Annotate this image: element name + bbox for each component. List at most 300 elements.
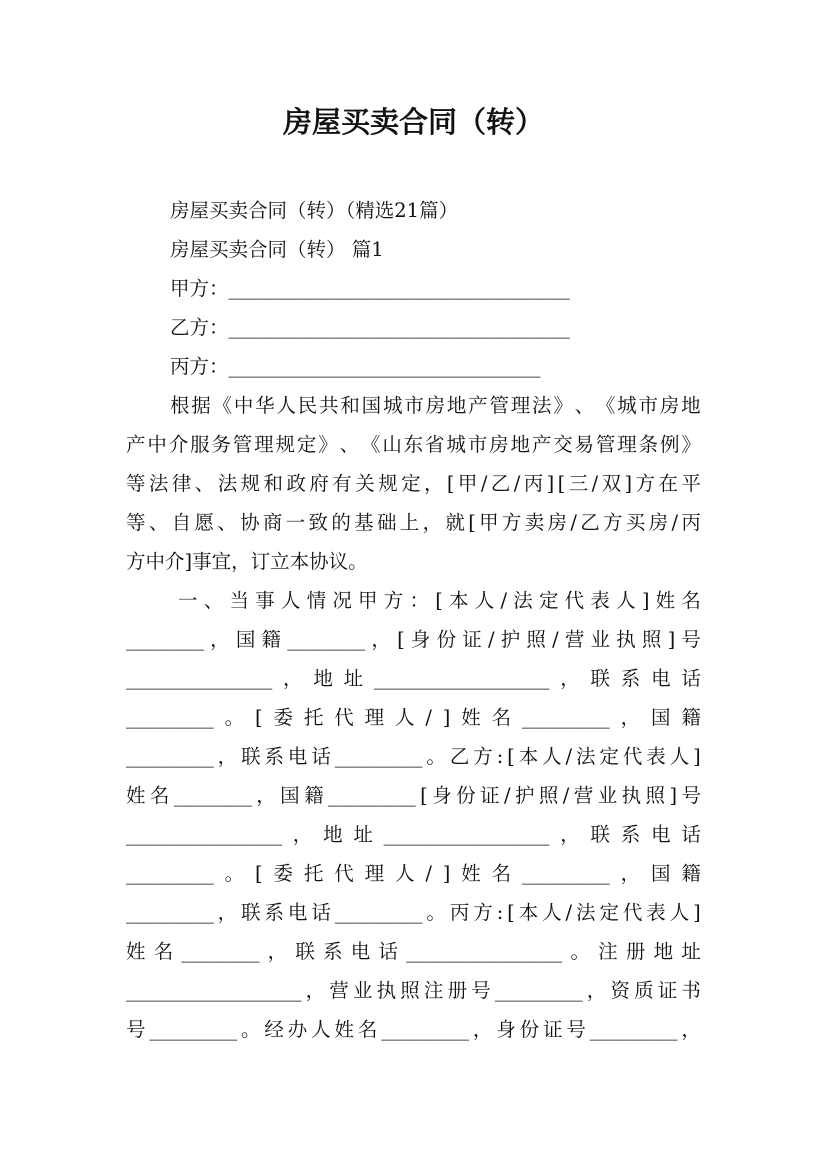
text-token: 《 [360, 433, 381, 456]
clause-line [126, 705, 701, 731]
text-token: 姓 [461, 706, 481, 729]
text-token: 法 [148, 472, 169, 495]
text-token: 甲 [457, 472, 478, 495]
text-token: 三 [568, 472, 589, 495]
text-token: 系 [620, 823, 641, 846]
text-token: 城 [446, 433, 466, 456]
text-token: 委 [273, 862, 293, 885]
text-token: 话 [681, 667, 701, 690]
text-token: 、 [574, 394, 595, 417]
text-token: / [513, 472, 521, 495]
text-token: 丙 [523, 472, 544, 495]
text-token: 方 [383, 589, 404, 612]
text-token: 系 [620, 667, 641, 690]
text-token: ] [693, 745, 701, 768]
text-token: [ [468, 511, 476, 534]
party-c-line: 丙方：________________________________ [170, 355, 541, 378]
text-token: 电 [651, 823, 671, 846]
text-token: 》 [681, 433, 701, 456]
text-token: 人 [474, 589, 495, 612]
text-token: 法 [576, 745, 596, 768]
text-token: _________ [334, 745, 423, 768]
text-token: 电 [651, 667, 671, 690]
text-token: 乙 [449, 745, 470, 768]
text-token: 经 [264, 1018, 284, 1041]
text-token: 表 [590, 589, 610, 612]
text-token: 、 [194, 472, 215, 495]
text-token: 照 [645, 784, 666, 807]
text-token: 、 [148, 511, 169, 534]
text-token: _________ [328, 784, 416, 807]
text-token: / [480, 472, 488, 495]
text-token: 方 [501, 511, 522, 534]
text-token: 话 [378, 940, 399, 963]
text-token: _________________ [383, 823, 550, 846]
clause-line [126, 1017, 701, 1043]
text-token: _________ [126, 745, 214, 768]
text-token: ， [560, 823, 580, 846]
text-token: 产 [126, 433, 146, 456]
text-token: ， [560, 667, 580, 690]
text-token: 证 [480, 784, 500, 807]
text-token: [ [446, 472, 455, 495]
text-token: / [425, 706, 432, 729]
text-token: 人 [280, 589, 301, 612]
text-token: 中 [147, 433, 167, 456]
text-token: ， [292, 823, 313, 846]
text-token: 委 [273, 706, 293, 729]
text-token: 代 [334, 862, 354, 885]
text-token: 中 [233, 394, 254, 417]
text-token: 籍 [681, 706, 701, 729]
text-token: 话 [311, 745, 331, 768]
text-token: _______________ [126, 667, 273, 690]
text-token: 。 [224, 862, 245, 885]
text-token: 名 [153, 940, 174, 963]
text-token: 定 [538, 589, 559, 612]
text-token: / [562, 784, 570, 807]
text-token: 。 [240, 1018, 261, 1041]
text-token: ， [217, 745, 238, 768]
text-token: ________________ [406, 940, 563, 963]
text-token: 联 [590, 823, 611, 846]
text-token: / [565, 745, 573, 768]
text-token: 乙 [490, 472, 511, 495]
text-token: 姓 [334, 1018, 354, 1041]
text-token: 理 [364, 862, 385, 885]
party-b-line: 乙方：___________________________________ [170, 316, 570, 339]
text-token: 民 [297, 394, 318, 417]
text-token: 托 [303, 862, 324, 885]
text-token: 管 [489, 394, 509, 417]
text-token: 共 [319, 394, 339, 417]
text-token: 房 [489, 433, 509, 456]
paragraph-line [126, 471, 701, 497]
text-token: 姓 [126, 784, 146, 807]
text-token: 。 [224, 706, 245, 729]
text-token: ________ [173, 784, 252, 807]
text-token: 市 [467, 433, 488, 456]
text-token: ， [267, 940, 288, 963]
text-token: 山 [382, 433, 402, 456]
text-token: 国 [235, 628, 256, 651]
text-token: 本 [518, 901, 539, 924]
clause-line [126, 939, 701, 965]
text-token: 致 [308, 511, 329, 534]
text-token: 执 [616, 628, 636, 651]
text-token: 地 [681, 394, 701, 417]
text-token: 例 [659, 433, 680, 456]
text-token: 营 [329, 979, 349, 1002]
text-token: 政 [286, 472, 306, 495]
section-heading: 房屋买卖合同（转） 篇1 [170, 238, 384, 261]
text-token: / [591, 472, 599, 495]
text-token: [ [397, 628, 405, 651]
text-token: 房 [425, 394, 446, 417]
text-token: 名 [491, 862, 512, 885]
text-token: _________ [126, 901, 214, 924]
text-token: _________ [589, 1018, 678, 1041]
text-token: 法 [217, 472, 238, 495]
text-token: _________ [126, 706, 214, 729]
text-token: 、 [339, 433, 360, 456]
text-token: 务 [211, 433, 231, 456]
text-token: 份 [456, 784, 476, 807]
text-token: 介 [168, 433, 189, 456]
clause-line [126, 666, 701, 692]
text-token: 身 [432, 784, 452, 807]
text-token: 表 [646, 745, 666, 768]
text-token: / [565, 901, 573, 924]
text-token: 人 [394, 862, 415, 885]
text-token: 照 [641, 628, 662, 651]
text-token: 方 [635, 472, 656, 495]
paragraph-line: 方中介]事宜，订立本协议。 [126, 550, 368, 573]
text-token: _________ [149, 1018, 238, 1041]
text-token: 姓 [126, 940, 146, 963]
text-token: ________ [126, 628, 204, 651]
text-token: 上 [399, 511, 420, 534]
text-token: [ [435, 589, 443, 612]
text-token: 东 [403, 433, 424, 456]
text-token: 规 [378, 472, 398, 495]
text-token: ] [442, 706, 451, 729]
text-token: 名 [357, 1018, 378, 1041]
text-token: 国 [650, 862, 671, 885]
text-token: 本 [518, 745, 539, 768]
text-token: 当 [229, 589, 249, 612]
text-token: 人 [542, 745, 562, 768]
text-token: 书 [681, 979, 701, 1002]
text-token: 》 [553, 394, 573, 417]
text-token: 名 [491, 706, 512, 729]
text-token: 地 [510, 433, 530, 456]
text-token: 关 [355, 472, 375, 495]
text-token: 市 [638, 394, 659, 417]
text-token: 办 [287, 1018, 308, 1041]
text-token: 营 [573, 784, 594, 807]
text-token: 址 [353, 823, 373, 846]
text-token: 人 [616, 589, 636, 612]
text-token: 址 [681, 940, 701, 963]
text-token: 护 [514, 784, 535, 807]
text-token: 一 [285, 511, 306, 534]
text-token: 据 [191, 394, 211, 417]
text-token: ， [422, 511, 443, 534]
text-token: 华 [255, 394, 275, 417]
text-token: 房 [547, 511, 568, 534]
text-token: 在 [658, 472, 678, 495]
text-token: 址 [343, 667, 364, 690]
text-token: 和 [340, 394, 360, 417]
text-token: 愿 [194, 511, 214, 534]
text-token: 代 [622, 745, 643, 768]
text-token: 国 [280, 784, 300, 807]
text-token: 条 [638, 433, 659, 456]
text-token: 规 [275, 433, 296, 456]
text-token: 号 [681, 628, 701, 651]
text-token: [ [254, 706, 263, 729]
clause-line [126, 822, 701, 848]
text-token: 一 [178, 589, 198, 612]
text-token: 方 [473, 745, 493, 768]
text-token: 产 [468, 394, 488, 417]
text-token: 电 [287, 901, 308, 924]
text-token: ________ [181, 940, 260, 963]
text-token: 定 [296, 433, 317, 456]
text-token: 证 [657, 979, 678, 1002]
text-token: 理 [617, 433, 637, 456]
text-token: 名 [149, 784, 170, 807]
text-token: / [503, 784, 511, 807]
text-token: 证 [542, 1018, 563, 1041]
text-token: 理 [364, 706, 385, 729]
text-token: 身 [496, 1018, 516, 1041]
paragraph-line [126, 432, 701, 458]
text-token: / [552, 628, 559, 651]
text-token: ， [620, 706, 641, 729]
text-token: 方 [473, 901, 493, 924]
text-token: 代 [334, 706, 354, 729]
text-token: _________ [126, 862, 214, 885]
text-token: 册 [447, 979, 468, 1002]
text-token: ， [283, 667, 303, 690]
text-token: 方 [603, 511, 623, 534]
text-token: 人 [669, 745, 690, 768]
text-token: 定 [599, 745, 619, 768]
text-token: 定 [599, 901, 619, 924]
text-token: 就 [445, 511, 465, 534]
text-token: 法 [513, 589, 533, 612]
text-token: 人 [542, 901, 562, 924]
text-token: 资 [610, 979, 630, 1002]
text-token: 自 [171, 511, 192, 534]
text-token: _________ [381, 1018, 469, 1041]
text-token: 《 [595, 394, 616, 417]
text-token: 法 [532, 394, 552, 417]
text-token: 照 [400, 979, 420, 1002]
text-token: 房 [648, 511, 669, 534]
text-token: 号 [471, 979, 491, 1002]
text-token: 营 [564, 628, 585, 651]
text-token: _________ [494, 979, 583, 1002]
text-token: ， [586, 979, 607, 1002]
text-token: 人 [276, 394, 296, 417]
text-token: ， [472, 1018, 493, 1041]
text-token: 人 [394, 706, 415, 729]
text-token: 业 [590, 628, 611, 651]
text-token: 姓 [461, 862, 481, 885]
text-token: 产 [531, 433, 552, 456]
text-token: 执 [621, 784, 642, 807]
text-token: _________ [521, 862, 610, 885]
clause-line [126, 744, 701, 770]
subtitle-line: 房屋买卖合同（转）（精选21篇） [170, 199, 459, 222]
text-token: 护 [500, 628, 521, 651]
clause-line [126, 900, 701, 926]
text-token: 甲 [479, 511, 499, 534]
clause-line [126, 627, 701, 653]
text-token: 法 [576, 901, 596, 924]
text-token: 姓 [655, 589, 676, 612]
text-token: 人 [669, 901, 690, 924]
text-token: 号 [126, 1018, 146, 1041]
text-token: ] [693, 901, 701, 924]
text-token: 商 [262, 511, 283, 534]
text-token: 丙 [449, 901, 470, 924]
text-token: 易 [574, 433, 595, 456]
text-token: __________________ [126, 979, 302, 1002]
text-token: / [487, 628, 495, 651]
text-token: 理 [510, 394, 531, 417]
text-token: 甲 [358, 589, 378, 612]
text-token: 城 [382, 394, 403, 417]
text-token: 律 [171, 472, 192, 495]
text-token: 联 [590, 667, 611, 690]
clause-line [126, 978, 701, 1004]
text-token: 地 [323, 823, 343, 846]
text-token: 系 [323, 940, 343, 963]
text-token: 平 [681, 472, 701, 495]
text-token: / [570, 511, 577, 534]
text-token: 协 [240, 511, 260, 534]
text-token: [ [557, 472, 566, 495]
text-token: ] [669, 784, 678, 807]
text-token: 籍 [681, 862, 701, 885]
text-token: 况 [332, 589, 352, 612]
text-token: 等 [126, 472, 146, 495]
text-token: 省 [425, 433, 445, 456]
text-token: 事 [255, 589, 275, 612]
text-token: 情 [306, 589, 327, 612]
text-token: 系 [264, 901, 285, 924]
text-token: 照 [538, 784, 559, 807]
text-token: 号 [681, 784, 701, 807]
text-token: 地 [313, 667, 333, 690]
text-token: / [671, 511, 679, 534]
text-token: 代 [564, 589, 585, 612]
text-token: 话 [681, 823, 701, 846]
text-token: 乙 [580, 511, 600, 534]
text-token: : [496, 901, 504, 924]
text-token: 、 [217, 511, 237, 534]
paragraph-line [126, 510, 701, 536]
text-token: 交 [553, 433, 573, 456]
text-token: 有 [332, 472, 352, 495]
text-token: 丙 [681, 511, 701, 534]
text-token: ， [423, 472, 444, 495]
text-token: [ [507, 901, 515, 924]
text-token: ， [217, 901, 238, 924]
text-token: 理 [254, 433, 274, 456]
text-token: 和 [263, 472, 284, 495]
text-token: 基 [354, 511, 374, 534]
text-token: 注 [423, 979, 444, 1002]
paragraph-line [170, 393, 701, 419]
text-token: 国 [650, 706, 671, 729]
text-token: 房 [659, 394, 680, 417]
document-title: 房屋买卖合同（转） [282, 105, 544, 139]
text-token: ， [210, 628, 230, 651]
party-a-line: 甲方：___________________________________ [170, 277, 570, 300]
text-token: 业 [597, 784, 618, 807]
text-token: / [500, 589, 508, 612]
text-token: 定 [401, 472, 421, 495]
text-token: 卖 [524, 511, 545, 534]
text-token: 联 [241, 745, 261, 768]
text-token: 执 [376, 979, 397, 1002]
text-token: 业 [352, 979, 373, 1002]
text-token: 、 [203, 589, 224, 612]
text-token: 联 [241, 901, 261, 924]
text-token: 联 [295, 940, 315, 963]
text-token: 话 [311, 901, 331, 924]
text-token: 国 [361, 394, 382, 417]
text-token: 。 [570, 940, 590, 963]
text-token: 规 [240, 472, 261, 495]
text-token: 份 [519, 1018, 540, 1041]
text-token: 代 [622, 901, 643, 924]
text-token: 托 [303, 706, 324, 729]
text-token: 等 [126, 511, 146, 534]
text-token: ， [305, 979, 326, 1002]
text-token: ] [641, 589, 650, 612]
text-token: 份 [436, 628, 457, 651]
text-token: ] [624, 472, 633, 495]
text-token: 照 [526, 628, 546, 651]
text-token: ， [371, 628, 391, 651]
text-token: 买 [625, 511, 646, 534]
text-token: 》 [318, 433, 338, 456]
text-token: 人 [311, 1018, 331, 1041]
text-token: [ [420, 784, 428, 807]
text-token: ________________ [126, 823, 282, 846]
text-token: 系 [264, 745, 285, 768]
text-token: ， [681, 1018, 701, 1041]
text-token: 。 [426, 745, 446, 768]
text-token: _________ [334, 901, 423, 924]
text-token: 表 [646, 901, 666, 924]
text-token: _________ [521, 706, 610, 729]
text-token: __________________ [373, 667, 550, 690]
text-token: 础 [376, 511, 397, 534]
text-token: ] [546, 472, 555, 495]
text-token: 城 [617, 394, 637, 417]
text-token: 管 [595, 433, 616, 456]
text-token: ： [409, 589, 429, 612]
text-token: 注 [598, 940, 618, 963]
text-token: 本 [449, 589, 469, 612]
